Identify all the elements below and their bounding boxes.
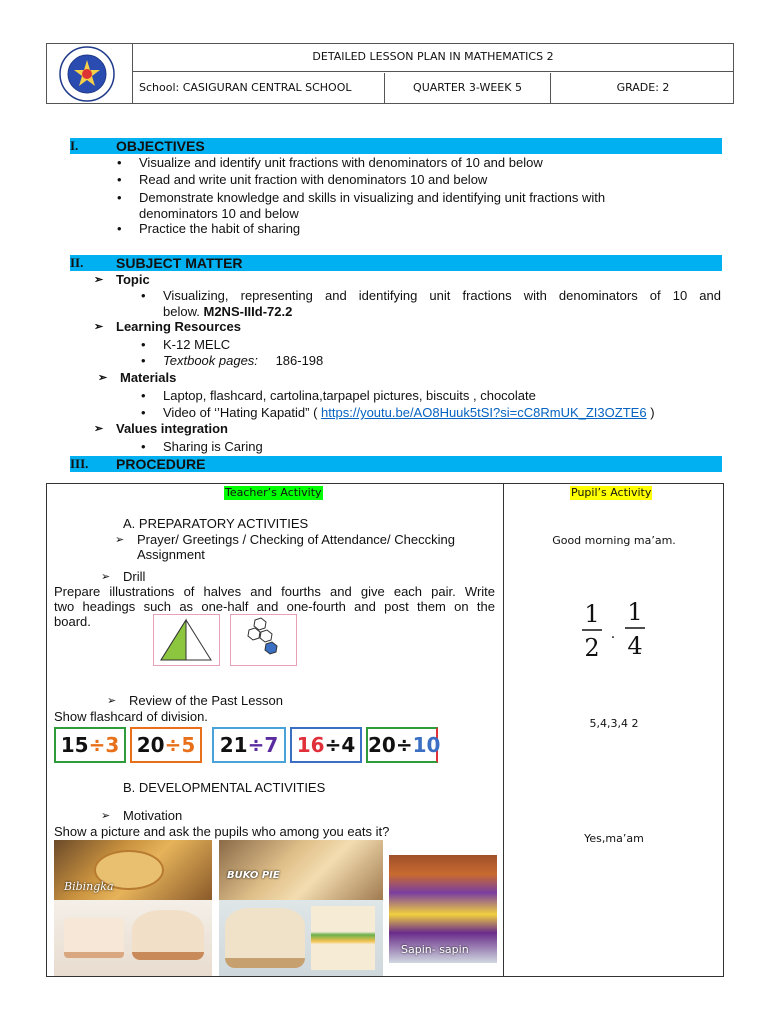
developmental-activities-heading: B. DEVELOPMENTAL ACTIVITIES [123,780,326,795]
values-item: • Sharing is Caring [163,439,263,455]
sapin-sapin-caption: Sapin- sapin [401,943,469,956]
objective-item-continued: denominators 10 and below [139,206,299,221]
review-text: Show flashcard of division. [54,709,208,724]
flashcard [366,727,441,763]
flashcard [212,727,286,763]
objectives-title: OBJECTIVES [116,138,205,154]
flashcard-divisor: 10 [412,733,441,757]
division-sign: ÷ [324,733,342,757]
buko-pie-caption: BUKO PIE [227,870,280,881]
division-sign: ÷ [247,733,265,757]
procedure-bar [70,456,722,472]
fraction-illustrations [153,614,297,666]
fraction-half-numerator: 1 [584,600,600,628]
drill-text: two headings such as one-half and one-fourth and post them on the [54,599,495,614]
sandwich-photo [219,900,383,976]
flashcard-dividend: 21 [219,733,248,757]
topic-text-end: below. [163,304,200,319]
drill-text: Prepare illustrations of halves and fourths and give each pair. Write [54,584,495,599]
teacher-activity-header: Teacher’s Activity [225,486,322,499]
drill-text: board. [54,614,91,629]
objective-item: • Visualize and identify unit fractions with denominators of 10 and below [139,155,543,171]
preparatory-activities-heading: A. PREPARATORY ACTIVITIES [123,516,309,531]
sandwich-bread [225,908,305,968]
cake-photo [54,900,212,976]
bibingka-caption: Bibingka [64,880,114,893]
pupil-activity-header: Pupil’s Activity [571,486,652,499]
objective-item: • Read and write unit fraction with denominators 10 and below [139,172,487,188]
sandwich-club [311,906,375,970]
cake-slice [64,918,124,958]
flashcard-divisor: 3 [105,733,120,757]
logo-cell [47,44,133,103]
procedure-number: III. [70,456,89,471]
flashcard [290,727,362,763]
motivation-text: Show a picture and ask the pupils who among you eats it? [54,824,390,839]
video-prefix: Video of ‘’Hating Kapatid” ( [163,405,318,420]
grade-level: GRADE: 2 [616,81,670,94]
textbook-label: Textbook pages: [163,353,258,368]
fraction-answers [576,598,650,662]
materials-label: ➢ Materials [120,370,176,386]
pupil-greeting: Good morning ma’am. [552,534,676,547]
objectives-number: I. [70,138,79,153]
flashcard [130,727,202,763]
flashcard-divisor: 5 [181,733,196,757]
drill-label: ➢ Drill [123,569,145,585]
prayer-line: ➢ Prayer/ Greetings / Checking of Attendance/ Checcking [137,532,455,548]
quarter-week: QUARTER 3-WEEK 5 [385,73,551,103]
lesson-plan-title: DETAILED LESSON PLAN IN MATHEMATICS 2 [133,44,733,72]
school-name: School: CASIGURAN CENTRAL SCHOOL [133,73,385,103]
fraction-fourth-numerator: 1 [627,598,643,626]
materials-item: • Laptop, flashcard, cartolina,tarpapel pictures, biscuits , chocolate [163,388,536,404]
bibingka-photo [54,840,212,900]
textbook-pages: 186-198 [275,353,324,368]
pupil-yes-answer: Yes,ma’am [584,832,644,845]
learning-resources-label: ➢ Learning Resources [116,319,241,335]
flashcard [54,727,126,763]
video-suffix: ) [650,405,655,420]
subject-matter-bar [70,255,722,271]
flashcard-divisor: 7 [264,733,279,757]
division-sign: ÷ [88,733,106,757]
resource-item: • K-12 MELC [163,337,230,353]
pupil-division-answers: 5,4,3,4 2 [589,717,639,730]
subject-matter-number: II. [70,255,84,270]
objectives-bar [70,138,722,154]
video-link[interactable]: https://youtu.be/AO8Huuk5tSI?si=cC8RmUK_ZI3OZTE6 [321,405,647,420]
topic-label: ➢ Topic [116,272,150,288]
review-label: ➢ Review of the Past Lesson [129,693,283,709]
topic-text-continued [163,304,292,320]
topic-text: • Visualizing, representing and identifying unit fractions with denominators of 10 and [163,288,721,304]
video-item [163,405,655,421]
fraction-half-denominator: 2 [584,634,600,662]
buko-pie-photo [219,840,383,900]
prayer-line-continued: Assignment [137,547,205,562]
cake-whole [132,910,204,960]
subject-matter-title: SUBJECT MATTER [116,255,243,271]
values-integration-label: ➢ Values integration [116,421,228,437]
motivation-label: ➢ Motivation [123,808,182,824]
objective-item: • Demonstrate knowledge and skills in visualizing and identifying unit fractions with [139,190,605,206]
header-table [46,43,734,104]
flashcard-dividend: 20 [136,733,165,757]
objective-item: • Practice the habit of sharing [139,221,300,237]
flashcard-dividend: 20 [368,733,396,757]
division-sign: ÷ [164,733,182,757]
fraction-separator: . [610,626,616,642]
sapin-sapin-photo [389,855,497,963]
flashcard-dividend: 15 [60,733,89,757]
flashcard-dividend: 16 [296,733,325,757]
procedure-title: PROCEDURE [116,456,206,472]
flashcard-divisor: 4 [341,733,356,757]
division-sign: ÷ [395,733,413,757]
textbook-item [163,353,323,369]
fraction-fourth-denominator: 4 [627,632,643,660]
deped-seal-icon [59,46,115,102]
topic-code: M2NS-IIId-72.2 [203,304,293,319]
